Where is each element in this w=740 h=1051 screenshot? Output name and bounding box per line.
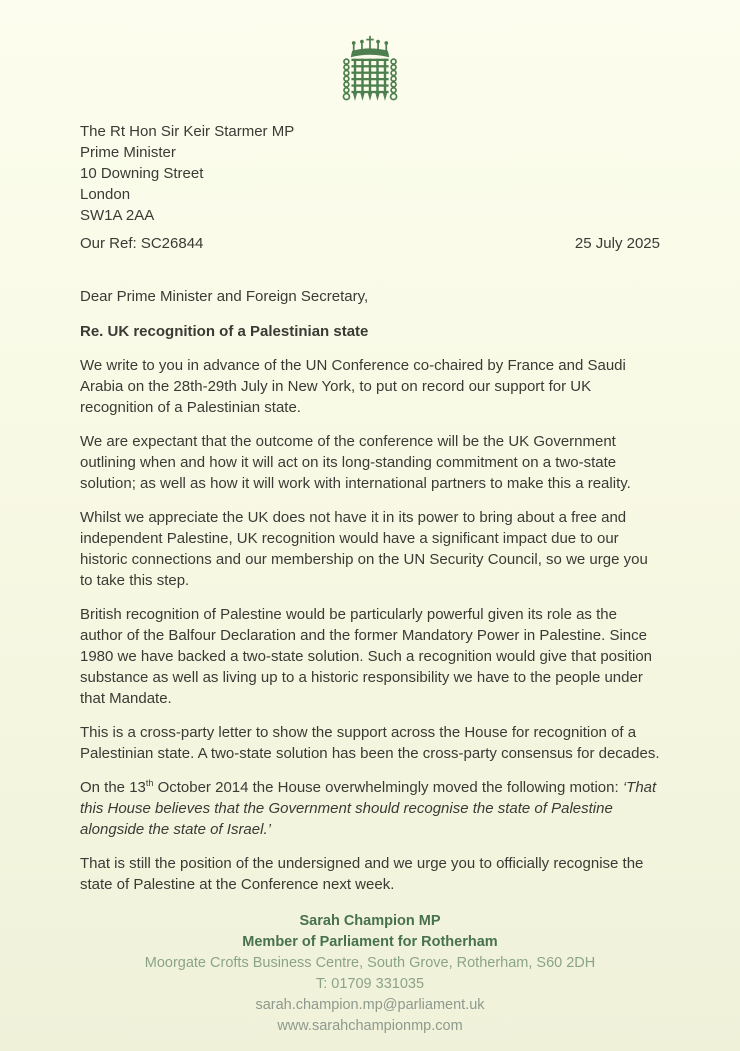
signatory-title: Member of Parliament for Rotherham [242, 934, 498, 950]
motion-middle: October 2014 the House overwhelmingly moved the following motion: [153, 779, 623, 796]
body-paragraph-2: We are expectant that the outcome of the conference will be the UK Government outlining when and how it will act on its long-standing commitment on a two-state solution; as well as how it will work with international partners to make this a reality. [80, 433, 631, 492]
reference-row [80, 233, 660, 254]
motion-paragraph [80, 777, 660, 840]
recipient-address [80, 121, 660, 226]
crowned-portcullis-logo [331, 33, 409, 118]
body-paragraph-5: This is a cross-party letter to show the support across the House for recognition of a Palestinian state. A two-state solution has been the cross-party consensus for decades. [80, 724, 660, 762]
motion-prefix: On the 13 [80, 779, 146, 796]
signatory-website: www.sarahchampionmp.com [277, 1018, 463, 1034]
body-paragraph-4: British recognition of Palestine would be particularly powerful given its role as the author of the Balfour Declaration and the former Mandatory Power in Palestine. Since 1980 we have backed a two-state solution. Such a recognition would give that position substance as well as living up to a historic responsibility we have to the people under that Mandate. [80, 606, 653, 707]
recipient-line: London [80, 186, 131, 203]
body-paragraph-3: Whilst we appreciate the UK does not have it in its power to bring about a free and independent Palestine, UK recognition would have a significant impact due to our historic connections and our membership on the UN Security Council, so we urge you to take this step. [80, 509, 648, 589]
recipient-line: SW1A 2AA [80, 207, 155, 224]
subject-line: Re. UK recognition of a Palestinian state [80, 323, 369, 340]
recipient-line: 10 Downing Street [80, 165, 204, 182]
letter-date: 25 July 2025 [574, 235, 660, 252]
motion-quote: ‘That this House believes that the Government should recognise the state of Palestine alongside the state of Israel.’ [80, 779, 657, 838]
closing-paragraph: That is still the position of the undersigned and we urge you to officially recognise the state of Palestine at the Conference next week. [80, 855, 644, 893]
signature-block [80, 911, 660, 1037]
signatory-phone: T: 01709 331035 [315, 976, 425, 992]
ordinal-suffix: th [145, 778, 154, 788]
salutation: Dear Prime Minister and Foreign Secretary, [80, 288, 369, 305]
recipient-line: The Rt Hon Sir Keir Starmer MP [80, 123, 295, 140]
body-paragraph-1: We write to you in advance of the UN Conference co-chaired by France and Saudi Arabia on the 28th-29th July in New York, to put on record our support for UK recognition of a Palestinian state. [80, 357, 626, 416]
recipient-line: Prime Minister [80, 144, 176, 161]
signatory-email: sarah.champion.mp@parliament.uk [255, 997, 485, 1013]
signatory-name: Sarah Champion MP [299, 913, 441, 929]
signatory-address: Moorgate Crofts Business Centre, South Grove, Rotherham, S60 2DH [144, 955, 596, 971]
letterhead [80, 33, 660, 113]
our-ref: Our Ref: SC26844 [80, 235, 204, 252]
